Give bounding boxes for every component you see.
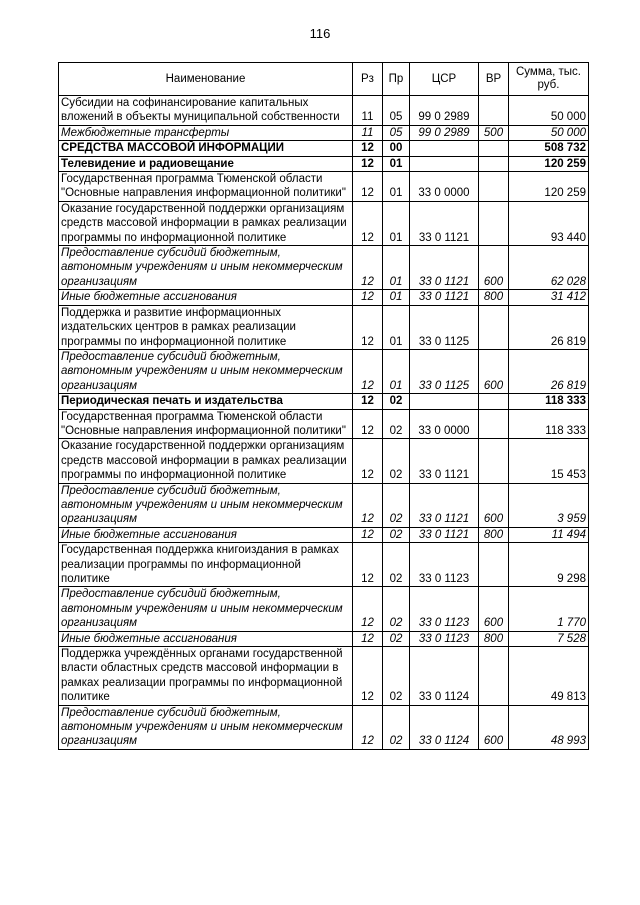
table-row bbox=[59, 527, 589, 542]
cell-csr: 99 0 2989 bbox=[410, 125, 479, 140]
cell-pr: 00 bbox=[383, 141, 410, 156]
table-row bbox=[59, 156, 589, 171]
cell-pr: 02 bbox=[383, 543, 410, 587]
cell-rz: 12 bbox=[353, 172, 383, 202]
cell-sum: 15 453 bbox=[509, 439, 589, 483]
table-row bbox=[59, 349, 589, 393]
page-number: 116 bbox=[309, 26, 331, 41]
cell-sum: 62 028 bbox=[509, 246, 589, 290]
cell-pr: 02 bbox=[383, 647, 410, 706]
cell-pr: 02 bbox=[383, 631, 410, 646]
cell-pr: 02 bbox=[383, 439, 410, 483]
cell-rz: 12 bbox=[353, 527, 383, 542]
cell-name: Субсидии на софинансирование капитальных вложений в объекты муниципальной собственности bbox=[59, 96, 353, 126]
cell-vr: 600 bbox=[479, 349, 509, 393]
cell-rz: 12 bbox=[353, 705, 383, 749]
cell-name: Иные бюджетные ассигнования bbox=[59, 631, 353, 646]
cell-pr: 01 bbox=[383, 172, 410, 202]
table-row bbox=[59, 141, 589, 156]
cell-sum: 120 259 bbox=[509, 156, 589, 171]
cell-name: Оказание государственной поддержки организациям средств массовой информации в рамках реализации программы по информационной политике bbox=[59, 201, 353, 245]
budget-table bbox=[58, 62, 589, 750]
cell-sum: 26 819 bbox=[509, 305, 589, 349]
cell-rz: 12 bbox=[353, 349, 383, 393]
table-row bbox=[59, 439, 589, 483]
cell-name: Предоставление субсидий бюджетным, автономным учреждениям и иным некоммерческим организациям bbox=[59, 349, 353, 393]
cell-pr: 01 bbox=[383, 290, 410, 305]
table-row bbox=[59, 246, 589, 290]
cell-pr: 01 bbox=[383, 246, 410, 290]
cell-vr bbox=[479, 305, 509, 349]
cell-name: Государственная поддержка книгоиздания в рамках реализации программы по информационной политике bbox=[59, 543, 353, 587]
cell-sum: 9 298 bbox=[509, 543, 589, 587]
cell-rz: 12 bbox=[353, 647, 383, 706]
cell-rz: 12 bbox=[353, 201, 383, 245]
cell-sum: 508 732 bbox=[509, 141, 589, 156]
cell-vr: 500 bbox=[479, 125, 509, 140]
cell-name: Поддержка и развитие информационных издательских центров в рамках реализации программы по информационной политике bbox=[59, 305, 353, 349]
cell-sum: 1 770 bbox=[509, 587, 589, 631]
cell-csr: 99 0 2989 bbox=[410, 96, 479, 126]
cell-name: Поддержка учреждённых органами государственной власти областных средств массовой информации в рамках реализации программы по информационной политике bbox=[59, 647, 353, 706]
table-row bbox=[59, 409, 589, 439]
cell-sum: 3 959 bbox=[509, 483, 589, 527]
cell-sum: 50 000 bbox=[509, 125, 589, 140]
cell-vr bbox=[479, 543, 509, 587]
cell-rz: 12 bbox=[353, 587, 383, 631]
cell-rz: 12 bbox=[353, 156, 383, 171]
table-row bbox=[59, 483, 589, 527]
cell-pr: 01 bbox=[383, 349, 410, 393]
cell-name: Государственная программа Тюменской области "Основные направления информационной политики" bbox=[59, 409, 353, 439]
cell-csr: 33 0 0000 bbox=[410, 172, 479, 202]
cell-pr: 05 bbox=[383, 96, 410, 126]
header-pr: Пр bbox=[383, 63, 410, 96]
cell-csr: 33 0 1123 bbox=[410, 543, 479, 587]
table-row bbox=[59, 125, 589, 140]
cell-sum: 49 813 bbox=[509, 647, 589, 706]
table-row bbox=[59, 543, 589, 587]
table-row bbox=[59, 705, 589, 749]
cell-sum: 26 819 bbox=[509, 349, 589, 393]
cell-rz: 12 bbox=[353, 439, 383, 483]
cell-csr: 33 0 0000 bbox=[410, 409, 479, 439]
cell-rz: 11 bbox=[353, 96, 383, 126]
cell-sum: 50 000 bbox=[509, 96, 589, 126]
cell-rz: 12 bbox=[353, 141, 383, 156]
cell-rz: 12 bbox=[353, 483, 383, 527]
cell-vr bbox=[479, 201, 509, 245]
cell-name: Государственная программа Тюменской области "Основные направления информационной политики" bbox=[59, 172, 353, 202]
cell-pr: 02 bbox=[383, 483, 410, 527]
cell-pr: 01 bbox=[383, 305, 410, 349]
cell-vr: 800 bbox=[479, 290, 509, 305]
cell-csr: 33 0 1121 bbox=[410, 246, 479, 290]
cell-name: Периодическая печать и издательства bbox=[59, 394, 353, 409]
cell-pr: 02 bbox=[383, 394, 410, 409]
cell-csr: 33 0 1121 bbox=[410, 290, 479, 305]
cell-csr: 33 0 1125 bbox=[410, 349, 479, 393]
cell-csr: 33 0 1123 bbox=[410, 631, 479, 646]
cell-vr bbox=[479, 394, 509, 409]
cell-vr bbox=[479, 409, 509, 439]
cell-name: Межбюджетные трансферты bbox=[59, 125, 353, 140]
header-rz: Рз bbox=[353, 63, 383, 96]
cell-sum: 118 333 bbox=[509, 394, 589, 409]
cell-csr: 33 0 1121 bbox=[410, 483, 479, 527]
table-row bbox=[59, 647, 589, 706]
cell-vr: 800 bbox=[479, 527, 509, 542]
cell-csr: 33 0 1123 bbox=[410, 587, 479, 631]
cell-csr: 33 0 1124 bbox=[410, 705, 479, 749]
cell-sum: 93 440 bbox=[509, 201, 589, 245]
cell-rz: 11 bbox=[353, 125, 383, 140]
cell-rz: 12 bbox=[353, 394, 383, 409]
cell-csr bbox=[410, 141, 479, 156]
cell-csr bbox=[410, 394, 479, 409]
cell-rz: 12 bbox=[353, 246, 383, 290]
cell-rz: 12 bbox=[353, 543, 383, 587]
header-name: Наименование bbox=[59, 63, 353, 96]
cell-pr: 02 bbox=[383, 527, 410, 542]
cell-rz: 12 bbox=[353, 409, 383, 439]
cell-sum: 7 528 bbox=[509, 631, 589, 646]
cell-pr: 01 bbox=[383, 156, 410, 171]
table-row bbox=[59, 394, 589, 409]
cell-name: Предоставление субсидий бюджетным, автономным учреждениям и иным некоммерческим организациям bbox=[59, 587, 353, 631]
cell-name: Иные бюджетные ассигнования bbox=[59, 527, 353, 542]
cell-vr: 600 bbox=[479, 246, 509, 290]
cell-vr: 600 bbox=[479, 705, 509, 749]
header-sum: Сумма, тыс. руб. bbox=[509, 63, 589, 96]
cell-name: СРЕДСТВА МАССОВОЙ ИНФОРМАЦИИ bbox=[59, 141, 353, 156]
cell-pr: 05 bbox=[383, 125, 410, 140]
cell-name: Предоставление субсидий бюджетным, автономным учреждениям и иным некоммерческим организациям bbox=[59, 246, 353, 290]
cell-csr: 33 0 1121 bbox=[410, 201, 479, 245]
cell-pr: 02 bbox=[383, 587, 410, 631]
header-vr: ВР bbox=[479, 63, 509, 96]
cell-sum: 48 993 bbox=[509, 705, 589, 749]
cell-sum: 11 494 bbox=[509, 527, 589, 542]
cell-csr: 33 0 1124 bbox=[410, 647, 479, 706]
cell-rz: 12 bbox=[353, 305, 383, 349]
cell-sum: 31 412 bbox=[509, 290, 589, 305]
table-row bbox=[59, 172, 589, 202]
cell-pr: 02 bbox=[383, 409, 410, 439]
cell-rz: 12 bbox=[353, 631, 383, 646]
header-csr: ЦСР bbox=[410, 63, 479, 96]
cell-csr: 33 0 1121 bbox=[410, 527, 479, 542]
cell-vr bbox=[479, 439, 509, 483]
cell-name: Иные бюджетные ассигнования bbox=[59, 290, 353, 305]
cell-csr: 33 0 1125 bbox=[410, 305, 479, 349]
table-header-row bbox=[59, 63, 589, 96]
table-row bbox=[59, 290, 589, 305]
cell-csr bbox=[410, 156, 479, 171]
cell-rz: 12 bbox=[353, 290, 383, 305]
cell-vr: 600 bbox=[479, 483, 509, 527]
table-row bbox=[59, 305, 589, 349]
table-row bbox=[59, 201, 589, 245]
cell-vr bbox=[479, 96, 509, 126]
table-row bbox=[59, 96, 589, 126]
cell-vr: 800 bbox=[479, 631, 509, 646]
table-row bbox=[59, 587, 589, 631]
cell-sum: 118 333 bbox=[509, 409, 589, 439]
cell-csr: 33 0 1121 bbox=[410, 439, 479, 483]
cell-name: Предоставление субсидий бюджетным, автономным учреждениям и иным некоммерческим организациям bbox=[59, 705, 353, 749]
cell-pr: 01 bbox=[383, 201, 410, 245]
cell-vr bbox=[479, 156, 509, 171]
cell-vr bbox=[479, 141, 509, 156]
cell-name: Предоставление субсидий бюджетным, автономным учреждениям и иным некоммерческим организациям bbox=[59, 483, 353, 527]
cell-pr: 02 bbox=[383, 705, 410, 749]
cell-vr bbox=[479, 647, 509, 706]
cell-name: Телевидение и радиовещание bbox=[59, 156, 353, 171]
cell-vr: 600 bbox=[479, 587, 509, 631]
table-row bbox=[59, 631, 589, 646]
cell-vr bbox=[479, 172, 509, 202]
cell-sum: 120 259 bbox=[509, 172, 589, 202]
cell-name: Оказание государственной поддержки организациям средств массовой информации в рамках реализации программы по информационной политике bbox=[59, 439, 353, 483]
